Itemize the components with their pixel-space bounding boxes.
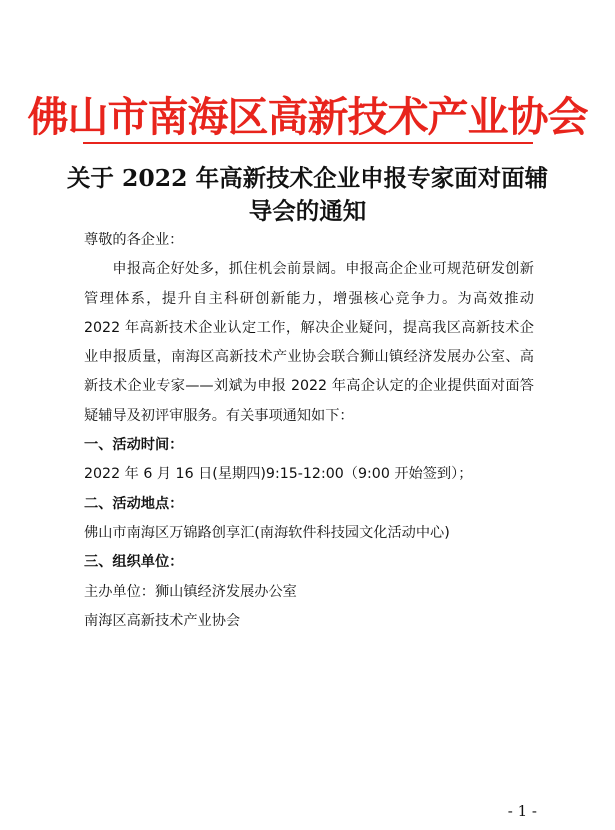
intro-paragraph: 申报高企好处多，抓住机会前景阔。申报高企企业可规范研发创新管理体系，提升自主科研创新能力，增强核心竞争力。为高效推动 2022 年高新技术企业认定工作，解决企业疑问，提高我区高新技术企业申报质量，南海区高新技术产业协会联合狮山镇经济发展办公室、高新技术企业专家——刘斌为申报 2022 年高企认定的企业提供面对面答疑辅导及初评审服务。有关事项通知如下： (84, 261, 534, 424)
page-number: - 1 - (507, 802, 537, 820)
salutation: 尊敬的各企业： (84, 232, 184, 248)
organizer-1: 狮山镇经济发展办公室 (154, 583, 297, 600)
section-time-text: 2022 年 6 月 16 日(星期四)9:15-12:00（9:00 开始签到）； (84, 466, 473, 483)
section-location-text: 佛山市南海区万锦路创享汇(南海软件科技园文化活动中心) (84, 524, 450, 541)
section-organizer-heading: 三、组织单位： (84, 554, 184, 571)
header-red-rule (83, 142, 533, 144)
organizer-2: 南海区高新技术产业协会 (84, 612, 241, 629)
section-time-heading: 一、活动时间： (84, 437, 184, 454)
notice-title: 关于 2022 年高新技术企业申报专家面对面辅导会的通知 (66, 164, 549, 225)
organizer-label: 主办单位： (84, 583, 155, 600)
organizer-line-1 (84, 578, 534, 607)
notice-body (84, 226, 534, 636)
organization-header: 佛山市南海区高新技术产业协会 (27, 93, 588, 141)
section-location-heading: 二、活动地点： (84, 495, 184, 512)
